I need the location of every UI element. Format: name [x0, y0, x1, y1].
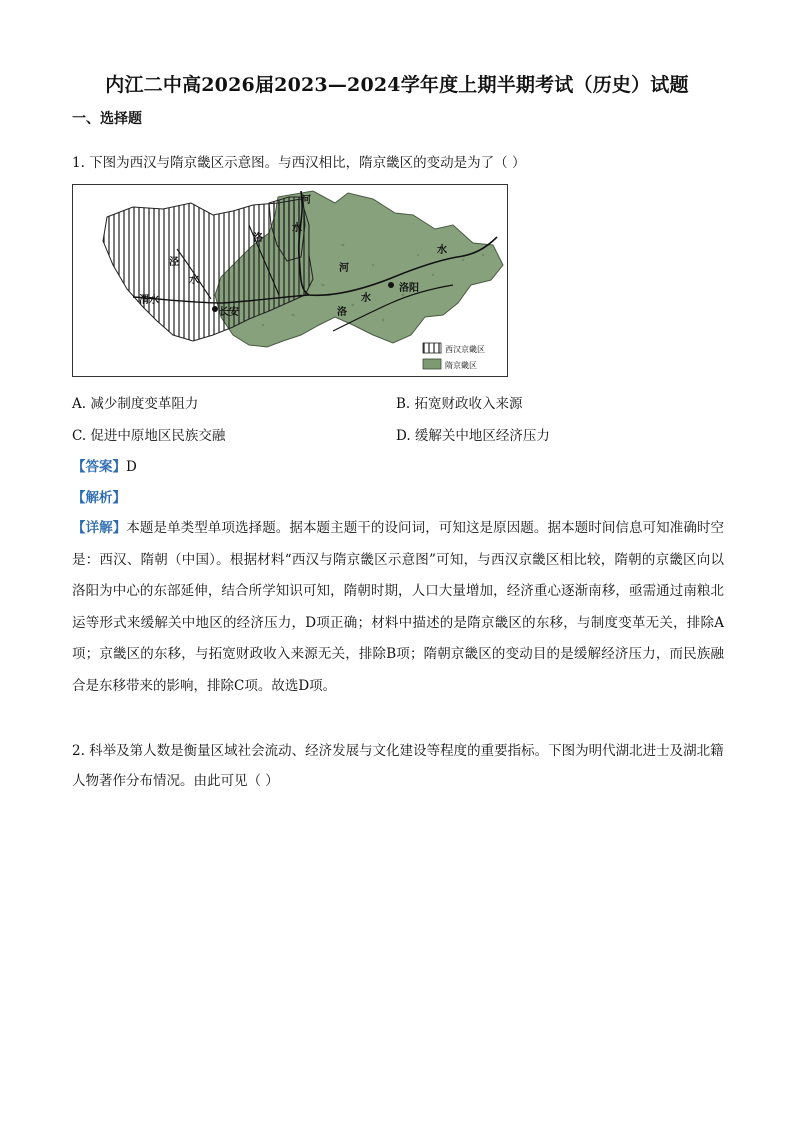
option-a: A. 减少制度变革阻力	[72, 396, 199, 412]
answer-value: D	[126, 459, 137, 475]
analysis-line	[72, 486, 126, 506]
option-d: D. 缓解关中地区经济压力	[396, 428, 550, 444]
map-figure	[72, 184, 508, 377]
exam-title: 内江二中高2026届2023—2024学年度上期半期考试（历史）试题	[105, 74, 689, 96]
answer-label: 【答案】	[72, 459, 126, 475]
changan-dot	[212, 306, 218, 312]
label-he-top: 河	[301, 195, 311, 206]
detail-label: 【详解】	[72, 520, 127, 536]
detail-text: 本题是单类型单项选择题。据本题主题干的设问词，可知这是原因题。据本题时间信息可知准确时空是：西汉、隋朝（中国）。根据材料“西汉与隋京畿区示意图”可知，与西汉京畿区相比较，隋朝的京畿区向以洛阳为中心的东部延伸，结合所学知识可知，隋朝时期，人口大量增加，经济重心逐渐南移，亟需通过南粮北运等形式来缓解关中地区的经济压力，D项正确；材料中描述的是隋京畿区的东移，与制度变革无关，排除A项；京畿区的东移，与拓宽财政收入来源无关，排除B项；隋朝京畿区的变动目的是缓解经济压力，而民族融合是东移带来的影响，排除C项。故选D项。	[72, 520, 725, 694]
question-1-stem: 1. 下图为西汉与隋京畿区示意图。与西汉相比，隋京畿区的变动是为了（ ）	[72, 155, 526, 171]
option-b: B. 拓宽财政收入来源	[396, 396, 523, 412]
analysis-label: 【解析】	[72, 490, 126, 506]
detail-paragraph	[72, 513, 724, 702]
answer-line	[72, 455, 137, 475]
legend-sui: 隋京畿区	[445, 361, 477, 370]
label-jing: 泾	[169, 257, 179, 268]
map-svg	[73, 185, 507, 376]
label-shui-mid: 水	[437, 245, 447, 256]
label-shui-left: 水	[189, 275, 199, 286]
legend-xihan: 西汉京畿区	[445, 345, 485, 354]
label-luo-water: 洛	[337, 307, 347, 318]
map-legend	[423, 343, 485, 370]
label-luoyang: 洛阳	[399, 283, 419, 294]
luoyang-dot	[388, 282, 394, 288]
label-changan: 长安	[219, 307, 239, 318]
label-wei-left: 渭水	[139, 295, 159, 306]
section-heading: 一、选择题	[72, 111, 142, 127]
question-2-stem: 2. 科举及第人数是衡量区域社会流动、经济发展与文化建设等程度的重要指标。下图为明代湖北进士及湖北籍人物著作分布情况。由此可见（ ）	[72, 743, 724, 789]
label-luo: 洛	[253, 233, 263, 244]
label-shui-top: 水	[292, 223, 302, 234]
label-he-mid: 河	[339, 263, 349, 274]
option-c: C. 促进中原地区民族交融	[72, 428, 226, 444]
label-luo-water2: 水	[361, 293, 371, 304]
